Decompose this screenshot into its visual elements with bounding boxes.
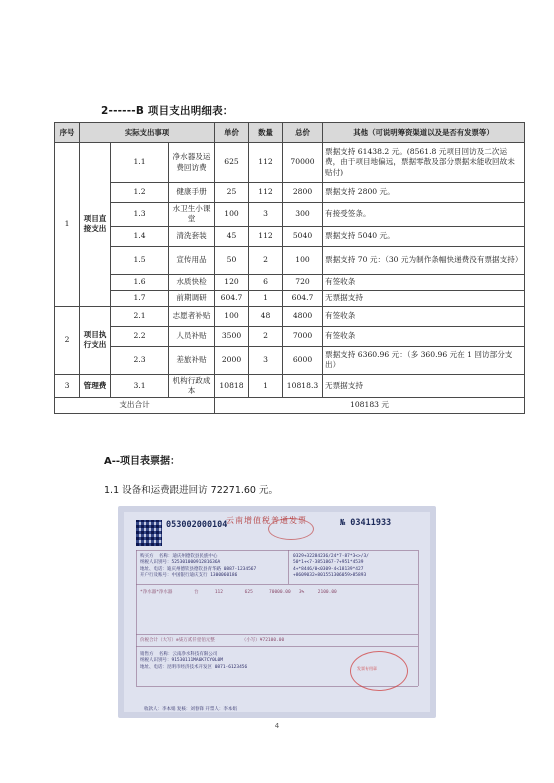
invoice-footer: 收款人：李本娟 复核：刘春锋 开票人：李本娟	[144, 707, 237, 712]
group-category: 项目执行支出	[80, 306, 111, 374]
row-item: 机构行政成本	[169, 374, 215, 398]
row-code: 1.7	[111, 290, 169, 306]
total-amount: 价税合计（大写）⊗柒万贰仟壹佰元整 （小写）¥72100.00	[140, 638, 285, 643]
row-code: 1.1	[111, 143, 169, 183]
row-qty: 6	[249, 274, 283, 290]
row-code: 1.4	[111, 226, 169, 246]
seller-info: 销售方 名称：云南净水科技有限公司 纳税人识别号：91530111MA6K7CY0L0M 地址、电话：昆明市经济技术开发区 0871-6123456	[140, 652, 248, 670]
row-code: 2.2	[111, 326, 169, 346]
row-item: 宣传用品	[169, 246, 215, 274]
header-no: 序号	[55, 123, 80, 143]
table-row	[55, 226, 525, 246]
table-row	[55, 274, 525, 290]
row-item: 差旅补贴	[169, 346, 215, 374]
row-code: 1.6	[111, 274, 169, 290]
row-qty: 112	[249, 143, 283, 183]
row-item: 水质快检	[169, 274, 215, 290]
row-price: 2000	[215, 346, 249, 374]
row-note: 票据支持 70 元：（30 元为制作条幅快递费没有票据支持）	[323, 246, 525, 274]
row-qty: 48	[249, 306, 283, 326]
stamp-label: 发票专用章	[357, 666, 377, 671]
row-item: 前期调研	[169, 290, 215, 306]
table-row	[55, 326, 525, 346]
table-row	[55, 246, 525, 274]
row-item: 净水器及运费回访费	[169, 143, 215, 183]
section-heading-a: A--项目表票据：	[104, 456, 181, 467]
row-note: 票据支持 61438.2 元。(8561.8 元项目回访及二次运费，由于项目地偏远，票据零散及部分票据未能收回故未贴付)	[323, 143, 525, 183]
row-price: 604.7	[215, 290, 249, 306]
row-price: 625	[215, 143, 249, 183]
row-total: 70000	[283, 143, 323, 183]
row-qty: 3	[249, 346, 283, 374]
row-qty: 2	[249, 246, 283, 274]
row-total: 300	[283, 203, 323, 227]
row-total: 5040	[283, 226, 323, 246]
header-qty: 数量	[249, 123, 283, 143]
row-price: 45	[215, 226, 249, 246]
row-total: 7000	[283, 326, 323, 346]
row-price: 25	[215, 183, 249, 203]
total-label: 支出合计	[55, 398, 215, 414]
row-item: 水卫生小课堂	[169, 203, 215, 227]
header-note: 其他（可说明筹资渠道以及是否有发票等）	[323, 123, 525, 143]
row-price: 3500	[215, 326, 249, 346]
table-header-row	[55, 123, 525, 143]
row-code: 1.5	[111, 246, 169, 274]
row-note: 票据支持 5040 元。	[323, 226, 525, 246]
invoice-rule	[136, 550, 137, 686]
table-row	[55, 346, 525, 374]
group-number: 1	[55, 143, 80, 307]
row-qty: 2	[249, 326, 283, 346]
row-note: 无票据支持	[323, 290, 525, 306]
row-qty: 112	[249, 226, 283, 246]
row-qty: 1	[249, 290, 283, 306]
row-qty: 3	[249, 203, 283, 227]
header-total: 总价	[283, 123, 323, 143]
row-code: 3.1	[111, 374, 169, 398]
row-note: 有签收条	[323, 274, 525, 290]
row-qty: 1	[249, 374, 283, 398]
row-note: 无票据支持	[323, 374, 525, 398]
invoice-rule	[136, 584, 418, 585]
invoice-rule	[136, 634, 418, 635]
row-code: 2.1	[111, 306, 169, 326]
group-number: 3	[55, 374, 80, 398]
invoice-rule	[418, 550, 419, 686]
expense-table	[54, 122, 525, 414]
receipt-subtitle: 1.1 设备和运费跟进回访 72271.60 元。	[104, 485, 278, 496]
table-row	[55, 183, 525, 203]
section-heading-b: 2------B 项目支出明细表：	[101, 105, 234, 117]
row-item: 健康手册	[169, 183, 215, 203]
invoice-rule	[136, 646, 418, 647]
buyer-info: 购买方 名称：迪庆州德钦县民族中心 纳税人识别号：52530100091281636A 地址、电话：迪庆州德钦县德钦县青华路 0887-1234567 开户行及账号：中国银行迪庆支行 1300060186	[140, 554, 257, 578]
invoice-rule	[288, 550, 289, 584]
page-number: 4	[274, 722, 280, 730]
row-total: 6000	[283, 346, 323, 374]
row-note: 有接受签条。	[323, 203, 525, 227]
table-row	[55, 143, 525, 183]
invoice-rule	[136, 550, 418, 551]
row-total: 604.7	[283, 290, 323, 306]
header-item: 实际支出事项	[80, 123, 215, 143]
row-total: 720	[283, 274, 323, 290]
invoice-photo	[118, 506, 436, 718]
row-total: 2800	[283, 183, 323, 203]
row-item: 清洗套装	[169, 226, 215, 246]
row-note: 有签收条	[323, 326, 525, 346]
cipher-area: 0329+32284236/24*7-87*3<>/3/ 50*1+<7-3851867-7+951*4539 4+*8446/0<0309-4<18139*427 +8609032+801551306059>85893	[293, 554, 369, 578]
row-total: 10818.3	[283, 374, 323, 398]
total-row	[55, 398, 525, 414]
invoice-number: № 03411933	[340, 518, 392, 528]
group-category: 管理费	[80, 374, 111, 398]
row-price: 100	[215, 203, 249, 227]
row-price: 120	[215, 274, 249, 290]
table-row	[55, 290, 525, 306]
row-item: 人员补贴	[169, 326, 215, 346]
row-qty: 112	[249, 183, 283, 203]
row-item: 志愿者补贴	[169, 306, 215, 326]
row-price: 100	[215, 306, 249, 326]
row-total: 100	[283, 246, 323, 274]
row-total: 4800	[283, 306, 323, 326]
row-note: 票据支持 2800 元。	[323, 183, 525, 203]
row-code: 1.2	[111, 183, 169, 203]
row-note: 票据支持 6360.96 元：（多 360.96 元在 1 回访部分支出）	[323, 346, 525, 374]
table-row	[55, 306, 525, 326]
group-category: 项目直接支出	[80, 143, 111, 307]
row-code: 1.3	[111, 203, 169, 227]
invoice-code: 053002000104	[166, 520, 228, 530]
table-row	[55, 374, 525, 398]
header-price: 单价	[215, 123, 249, 143]
row-price: 50	[215, 246, 249, 274]
qr-code-icon	[136, 520, 162, 546]
row-note: 有签收条	[323, 306, 525, 326]
row-code: 2.3	[111, 346, 169, 374]
invoice-title: 云南增值税普通发票	[226, 516, 307, 525]
total-value: 108183 元	[215, 398, 525, 414]
table-row	[55, 203, 525, 227]
row-price: 10818	[215, 374, 249, 398]
group-number: 2	[55, 306, 80, 374]
line-items: *净水器*净水器 台 112 625 70000.00 3% 2100.00	[140, 590, 337, 595]
